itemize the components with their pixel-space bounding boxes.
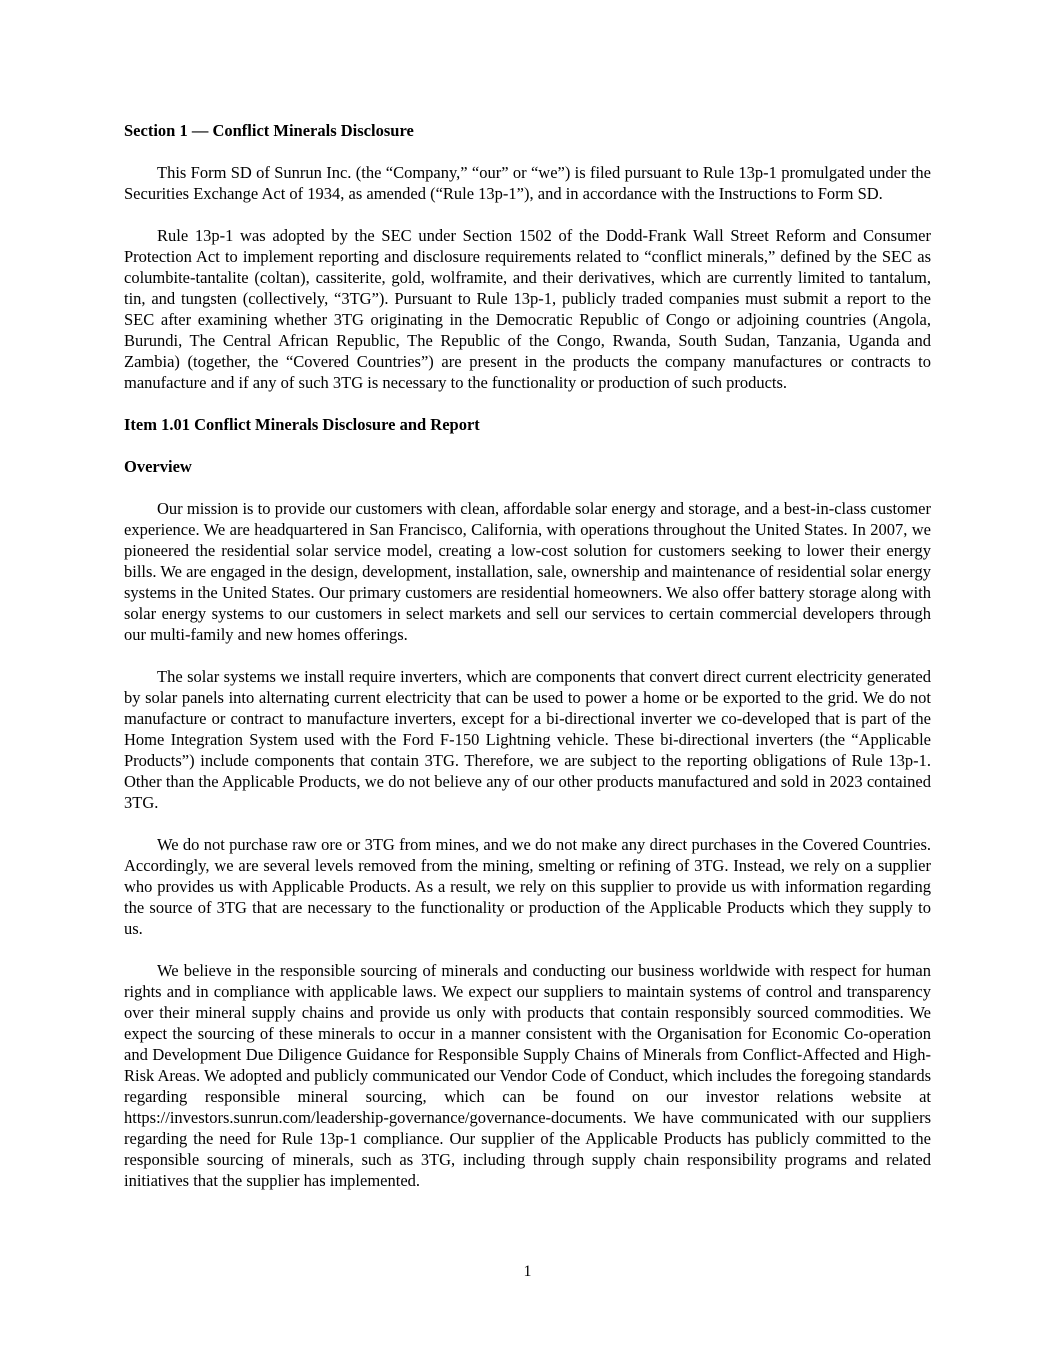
paragraph-inverters: The solar systems we install require inverters, which are components that convert direct current electricity generated by solar panels into alternating current electricity that can be used to power a home or be exported to the grid. We do not manufacture or contract to manufacture inverters, except for a bi-directional inverter we co-developed that is part of the Home Integration System used with the Ford F-150 Lightning vehicle. These bi-directional inverters (the “Applicable Products”) include components that contain 3TG. Therefore, we are subject to the reporting obligations of Rule 13p-1. Other than the Applicable Products, we do not believe any of our other products manufactured and sold in 2023 contained 3TG.: [124, 667, 931, 812]
item-heading: Item 1.01 Conflict Minerals Disclosure and Report: [124, 415, 480, 434]
paragraph-rule13p1: Rule 13p-1 was adopted by the SEC under Section 1502 of the Dodd-Frank Wall Street Reform and Consumer Protection Act to implement reporting and disclosure requirements related to “conflict minerals,” defined by the SEC as columbite-tantalite (coltan), cassiterite, gold, wolframite, and their derivatives, which are currently limited to tantalum, tin, and tungsten (collectively, “3TG”). Pursuant to Rule 13p-1, publicly traded companies must submit a report to the SEC after examining whether 3TG originating in the Democratic Republic of Congo or adjoining countries (Angola, Burundi, The Central African Republic, The Republic of the Congo, Rwanda, South Sudan, Tanzania, Uganda and Zambia) (together, the “Covered Countries”) are present in the products the company manufactures or contracts to manufacture and if any of such 3TG is necessary to the functionality or production of such products.: [124, 226, 931, 392]
paragraph-intro: This Form SD of Sunrun Inc. (the “Company,” “our” or “we”) is filed pursuant to Rule 13p-1 promulgated under the Securities Exchange Act of 1934, as amended (“Rule 13p-1”), and in accordance with the Instructions to Form SD.: [124, 163, 931, 203]
paragraph-supply-chain: We do not purchase raw ore or 3TG from mines, and we do not make any direct purchases in the Covered Countries. Accordingly, we are several levels removed from the mining, smelting or refining of 3TG. Instead, we rely on a supplier who provides us with Applicable Products. As a result, we rely on this supplier to provide us with information regarding the source of 3TG that are necessary to the functionality or production of the Applicable Products which they supply to us.: [124, 835, 931, 938]
paragraph-responsible-sourcing: We believe in the responsible sourcing of minerals and conducting our business worldwide with respect for human rights and in compliance with applicable laws. We expect our suppliers to maintain systems of control and transparency over their mineral supply chains and provide us only with products that contain responsibly sourced commodities. We expect the sourcing of these minerals to occur in a manner consistent with the Organisation for Economic Co-operation and Development Due Diligence Guidance for Responsible Supply Chains of Minerals from Conflict-Affected and High-Risk Areas. We adopted and publicly communicated our Vendor Code of Conduct, which includes the foregoing standards regarding responsible mineral sourcing, which can be found on our investor relations website at https://investors.sunrun.com/leadership-governance/governance-documents. We have communicated with our suppliers regarding the need for Rule 13p-1 compliance. Our supplier of the Applicable Products has publicly committed to the responsible sourcing of minerals, such as 3TG, including through supply chain responsibility programs and related initiatives that the supplier has implemented.: [124, 961, 931, 1190]
page-number: 1: [523, 1263, 532, 1280]
paragraph-mission: Our mission is to provide our customers with clean, affordable solar energy and storage, and a best-in-class customer experience. We are headquartered in San Francisco, California, with operations throughout the United States. In 2007, we pioneered the residential solar service model, creating a low-cost solution for customers seeking to lower their energy bills. We are engaged in the design, development, installation, sale, ownership and maintenance of residential solar energy systems in the United States. Our primary customers are residential homeowners. We also offer battery storage along with solar energy systems to our customers in select markets and sell our services to certain commercial developers through our multi-family and new homes offerings.: [124, 499, 931, 644]
overview-heading: Overview: [124, 457, 192, 476]
section-heading: Section 1 — Conflict Minerals Disclosure: [124, 121, 414, 140]
